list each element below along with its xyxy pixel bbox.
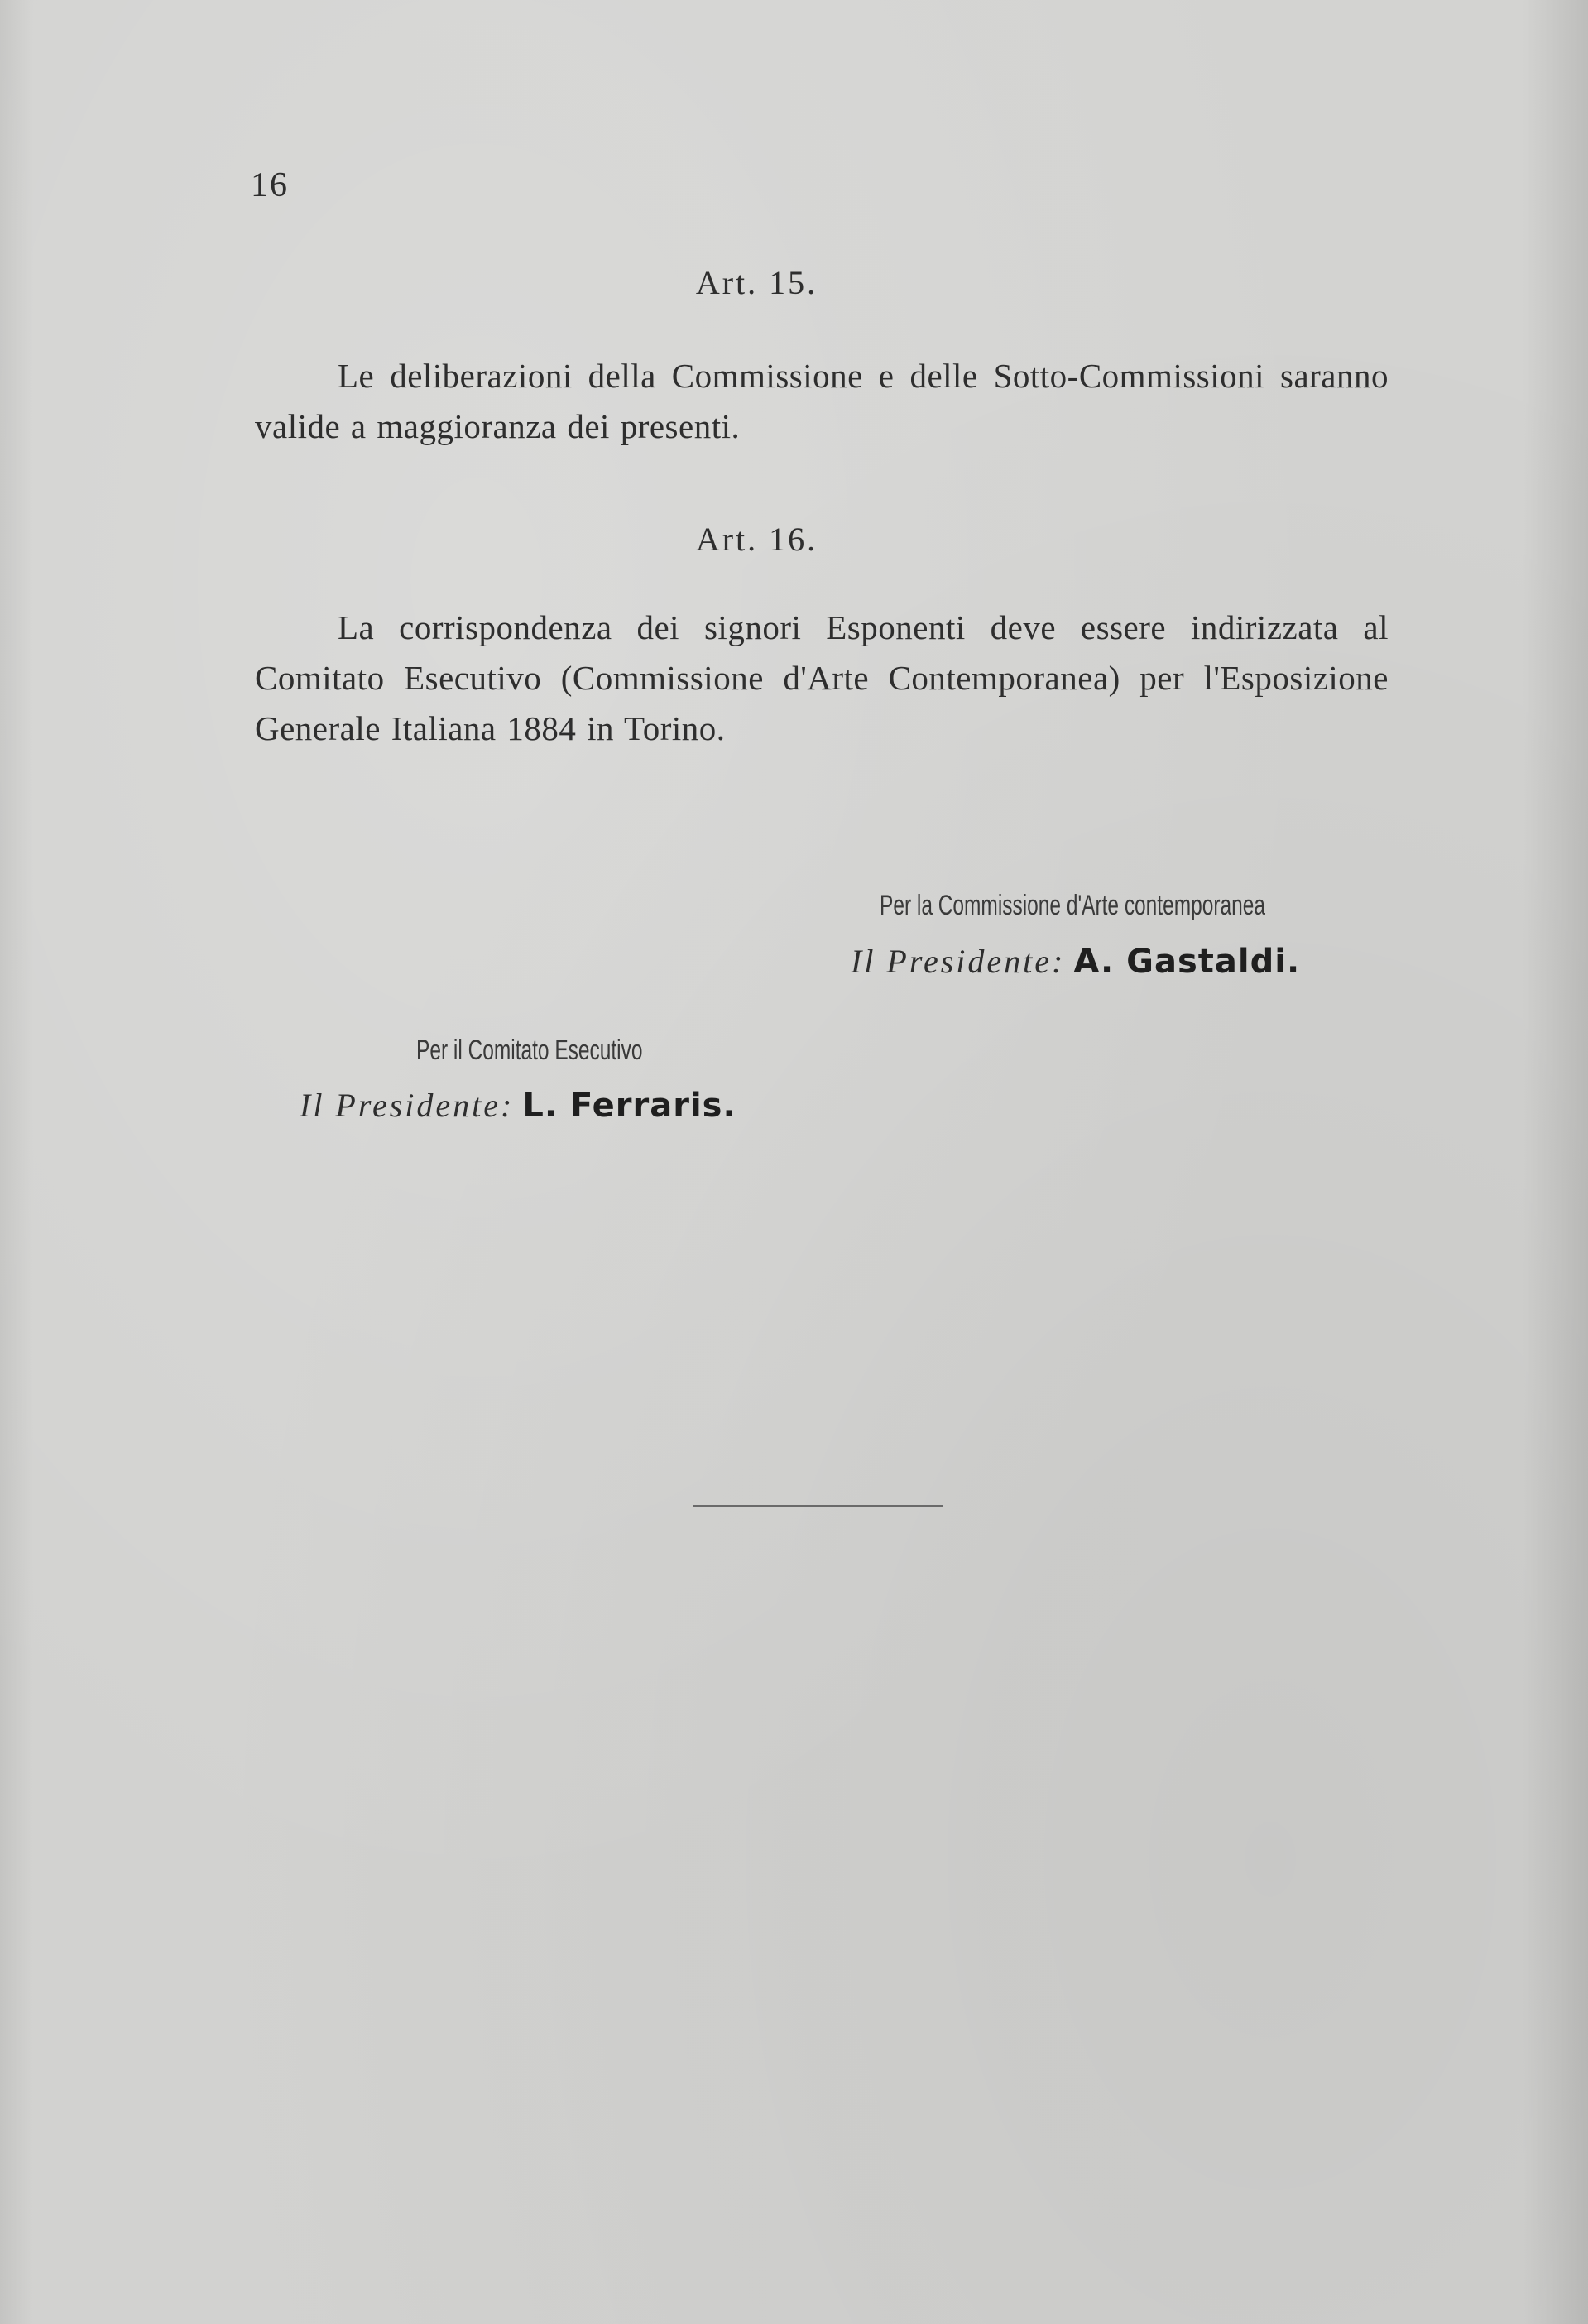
signature-caption-committee: Per il Comitato Esecutivo: [416, 1035, 643, 1066]
signature-committee: [300, 1086, 736, 1125]
article-15-heading: Art. 15.: [695, 264, 818, 301]
page-number: 16: [251, 166, 289, 204]
signature-name: L. Ferraris.: [522, 1087, 736, 1125]
article-16-line-2: Comitato Esecutivo (Commissione d'Arte Contemporanea) per l'Esposizione: [255, 659, 1389, 697]
signature-caption-commission: Per la Commissione d'Arte contemporanea: [880, 890, 1265, 921]
signature-commission: [851, 942, 1300, 981]
article-15-text: [255, 351, 1389, 452]
signature-label: Il Presidente:: [300, 1087, 515, 1124]
signature-name: A. Gastaldi.: [1073, 943, 1301, 981]
article-15-line-1: Le deliberazioni della Commissione e delle Sotto-Commissioni saranno: [338, 357, 1389, 395]
signature-label: Il Presidente:: [851, 943, 1066, 980]
article-16-line-3: Generale Italiana 1884 in Torino.: [255, 709, 726, 747]
article-15-line-2: valide a maggioranza dei presenti.: [255, 407, 741, 445]
article-16-line-1: La corrispondenza dei signori Esponenti deve essere indirizzata al: [338, 608, 1389, 646]
article-16-heading: Art. 16.: [695, 521, 818, 558]
closing-rule: [693, 1505, 943, 1507]
article-16-text: [255, 603, 1389, 754]
